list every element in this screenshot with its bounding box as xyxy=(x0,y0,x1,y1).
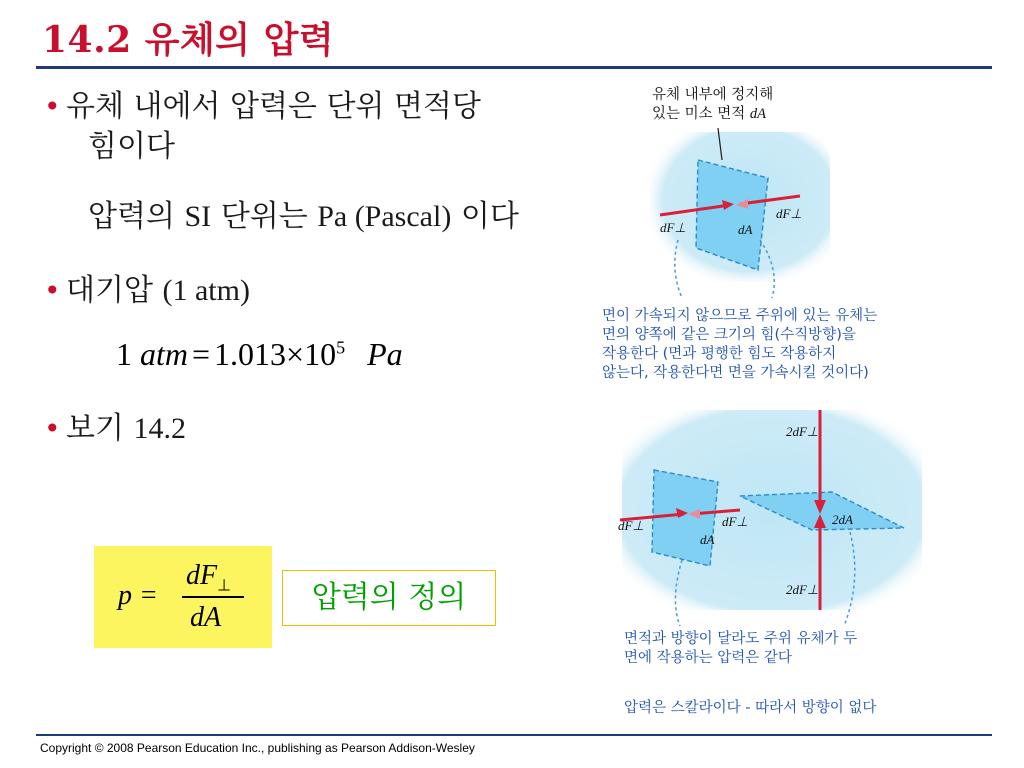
caption-line2-var: dA xyxy=(749,106,766,122)
note-pressure-scalar: 압력은 스칼라이다 - 따라서 방향이 없다 xyxy=(624,700,877,716)
bullet-1-line1: 유체 내에서 압력은 단위 면적당 xyxy=(66,89,481,124)
fig-top-label-left: dF⊥ xyxy=(660,220,686,235)
pascal-label: Pa (Pascal) xyxy=(317,200,452,233)
note1-line4: 않는다, 작용한다면 면을 가속시킬 것이다) xyxy=(602,365,869,381)
title-divider xyxy=(36,66,992,69)
bullet-3-num: 14.2 xyxy=(133,412,186,445)
fig-bottom-label-right: dF⊥ xyxy=(722,514,748,529)
formula-p: p = xyxy=(118,580,158,611)
bullet-3-text: 보기 xyxy=(66,411,134,446)
si-unit-mid: 단위는 xyxy=(211,199,318,234)
formula-lhs xyxy=(118,580,158,612)
fig-bottom-label-area2: 2dA xyxy=(832,512,853,527)
bullet-dot: • xyxy=(44,90,61,123)
note2-line2: 면에 작용하는 압력은 같다 xyxy=(624,650,792,666)
note1-line2: 면의 양쪽에 같은 크기의 힘(수직방향)을 xyxy=(602,327,856,343)
pressure-formula-box xyxy=(94,546,272,648)
bullet-2-paren: (1 atm) xyxy=(162,274,250,307)
atm-lhs-unit: atm xyxy=(140,336,188,372)
caption-line1: 유체 내부에 정지해 xyxy=(652,87,774,103)
atm-exponent: 5 xyxy=(336,337,346,358)
bullet-2 xyxy=(44,272,250,310)
atm-unit: Pa xyxy=(367,336,403,372)
pressure-definition-label: 압력의 정의 xyxy=(282,570,496,626)
copyright-footer: Copyright © 2008 Pearson Education Inc., publishing as Pearson Addison-Wesley xyxy=(40,741,475,755)
fig-top-label-right: dF⊥ xyxy=(776,206,802,221)
fig-top-label-area: dA xyxy=(738,222,753,237)
note2-line1: 면적과 방향이 달라도 주위 유체가 두 xyxy=(624,631,858,647)
formula-denominator xyxy=(190,602,221,634)
formula-dA: dA xyxy=(190,602,222,633)
bullet-1-line2: 힘이다 xyxy=(88,129,175,164)
atm-equation xyxy=(116,336,403,373)
atm-mantissa: 1.013×10 xyxy=(214,336,337,372)
si-label: SI xyxy=(184,200,212,233)
figure-top-diagram xyxy=(600,120,1020,300)
fraction-bar xyxy=(182,596,244,598)
note1-line3: 작용한다 (면과 평행한 힘도 작용하지 xyxy=(602,346,837,362)
fig-bottom-label-top: 2dF⊥ xyxy=(786,424,819,439)
footer-divider xyxy=(36,734,992,736)
fig-bottom-label-bottom: 2dF⊥ xyxy=(786,582,819,597)
note-pressure-same xyxy=(624,630,857,668)
figure-top-caption xyxy=(652,86,773,124)
formula-numerator xyxy=(186,560,231,596)
vertical-area-element xyxy=(652,470,718,566)
si-unit-pre: 압력의 xyxy=(88,199,185,234)
slide-title: 14.2 유체의 압력 xyxy=(42,19,335,61)
si-unit-line xyxy=(88,198,519,236)
bullet-3 xyxy=(44,410,186,448)
note-equal-forces xyxy=(602,307,877,383)
fig-bottom-label-left: dF⊥ xyxy=(618,518,644,533)
note1-line1: 면이 가속되지 않으므로 주위에 있는 유체는 xyxy=(602,308,878,324)
atm-equals: = xyxy=(192,336,211,372)
bullet-dot: • xyxy=(44,412,61,445)
bullet-1 xyxy=(44,88,481,126)
fig-bottom-label-area: dA xyxy=(700,532,715,547)
caption-line2-text: 있는 미소 면적 xyxy=(652,106,750,122)
bullet-dot: • xyxy=(44,274,61,307)
bullet-2-text: 대기압 xyxy=(66,273,163,308)
atm-lhs-num: 1 xyxy=(116,336,132,372)
formula-dF: dF xyxy=(186,560,218,591)
si-unit-post: 이다 xyxy=(451,199,519,234)
formula-perp: ⊥ xyxy=(217,577,232,595)
